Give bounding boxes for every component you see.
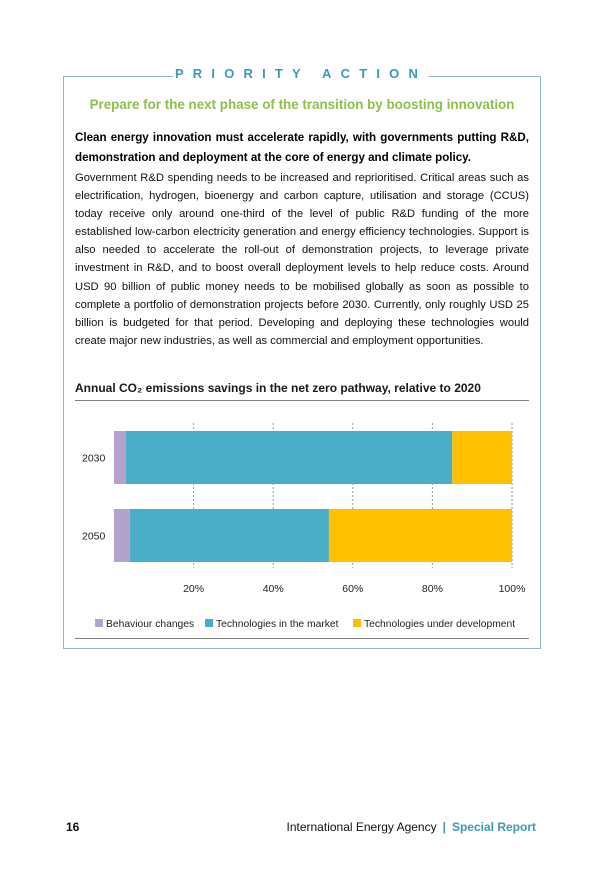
chart-title: [75, 381, 481, 395]
emissions-savings-chart: [75, 401, 529, 638]
bar-2030-series-2: [452, 431, 512, 484]
legend-swatch-0: [95, 619, 103, 627]
body-paragraph: Government R&D spending needs to be increased and reprioritised. Critical areas such as electrification, hydrogen, bioenergy and carbon capture, utilisation and storage (CCUS) today receive only around one-third of the level of public R&D funding of the more established low-carbon electricity generation and energy efficiency technologies. Support is also needed to accelerate the roll-out of demonstration projects, to leverage private investment in R&D, and to boost overall deployment levels to help reduce costs. Around USD 90 billion of public money needs to be mobilised globally as soon as possible to complete a portfolio of demonstration projects before 2030. Currently, only roughly USD 25 billion is budgeted for that period. Developing and deploying these technologies would create major new industries, as well as commercial and employment opportunities.: [75, 172, 529, 347]
x-tick-label-100: 100%: [498, 583, 526, 595]
bar-2030-series-1: [126, 431, 452, 484]
x-tick-label-20: 20%: [183, 583, 205, 595]
section-subtitle: Prepare for the next phase of the transition by boosting innovation: [89, 97, 515, 112]
lead-paragraph: Clean energy innovation must accelerate rapidly, with governments putting R&D, demonstration and deployment at the core of energy and climate policy.: [75, 131, 529, 164]
bar-2030-series-0: [114, 431, 126, 484]
legend-label-1: Technologies in the market: [216, 619, 339, 630]
category-label-2030: 2030: [82, 452, 106, 465]
legend-label-2: Technologies under development: [364, 619, 516, 630]
page-number: 16: [66, 820, 80, 834]
footer-credit: [287, 820, 537, 834]
bar-2050-series-0: [114, 509, 130, 562]
x-tick-label-40: 40%: [262, 583, 284, 595]
x-tick-label-60: 60%: [342, 583, 364, 595]
box-top-rule-right: [429, 76, 541, 77]
footer-separator: |: [442, 820, 446, 834]
bar-2050-series-1: [130, 509, 329, 562]
footer-report: Special Report: [451, 820, 536, 834]
legend-swatch-2: [353, 619, 361, 627]
chart-rule-bottom: [75, 638, 529, 639]
legend-swatch-1: [205, 619, 213, 627]
footer-org: International Energy Agency: [286, 820, 437, 834]
section-kicker: PRIORITY ACTION: [174, 66, 428, 81]
bar-2050-series-2: [329, 509, 512, 562]
legend-label-0: Behaviour changes: [106, 619, 195, 630]
chart-title-text: Annual CO₂ emissions savings in the net zero pathway, relative to 2020: [75, 381, 481, 395]
x-tick-label-80: 80%: [421, 583, 443, 595]
box-top-rule-left: [63, 76, 173, 77]
category-label-2050: 2050: [82, 530, 106, 543]
